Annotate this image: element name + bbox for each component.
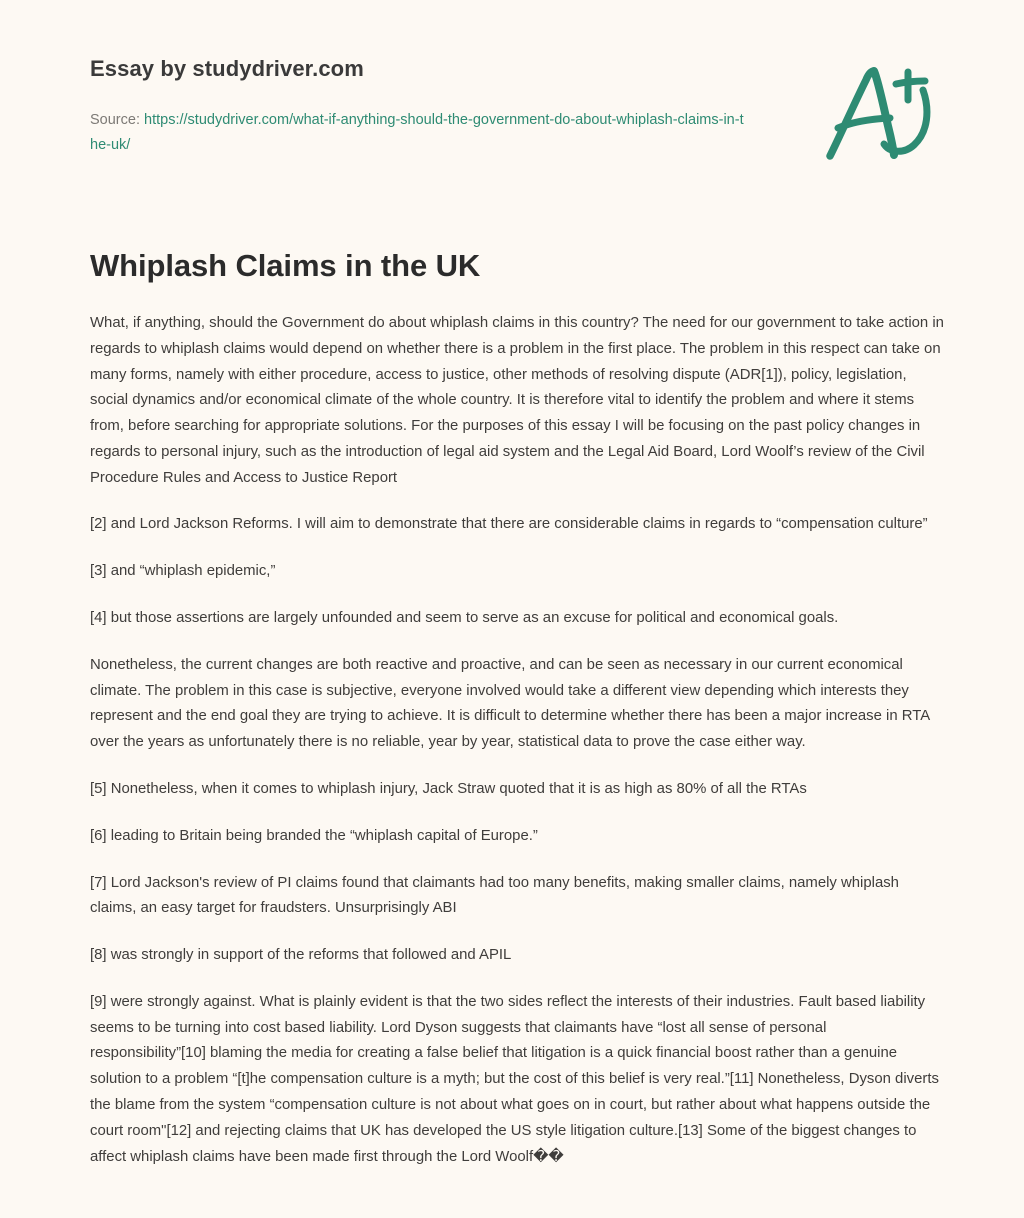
paragraph: [7] Lord Jackson's review of PI claims found that claimants had too many benefits, making smaller claims, namely whiplash claims, an easy target for fraudsters. Unsurprisingly ABI xyxy=(90,874,899,917)
page-title: Whiplash Claims in the UK xyxy=(90,248,481,283)
essay-body xyxy=(0,311,1024,1170)
paragraph: [2] and Lord Jackson Reforms. I will aim to demonstrate that there are considerable claims in regards to “compensation culture” xyxy=(90,516,928,533)
source-label: Source: xyxy=(90,112,140,129)
paragraph: [5] Nonetheless, when it comes to whiplash injury, Jack Straw quoted that it is as high as 80% of all the RTAs xyxy=(90,780,807,797)
paragraph: [8] was strongly in support of the reforms that followed and APIL xyxy=(90,947,512,964)
brand-attribution: Essay by studydriver.com xyxy=(90,56,364,81)
paragraph: [3] and “whiplash epidemic,” xyxy=(90,563,276,580)
source-line xyxy=(90,108,750,158)
paragraph: [6] leading to Britain being branded the “whiplash capital of Europe.” xyxy=(90,827,538,844)
paragraph: Nonetheless, the current changes are both reactive and proactive, and can be seen as necessary in our current economical climate. The problem in this case is subjective, everyone involved would take a different view depending which interests they represent and the end goal they are trying to achieve. It is difficult to determine whether there has been a major increase in RTA over the years as unfortunately there is no reliable, year by year, statistical data to prove the case either way. xyxy=(90,656,930,751)
source-url-link[interactable]: https://studydriver.com/what-if-anything-should-the-government-do-about-whiplash-claims-in-the-uk/ xyxy=(90,112,744,154)
paragraph: What, if anything, should the Government do about whiplash claims in this country? The need for our government to take action in regards to whiplash claims would depend on whether there is a problem in the first place. The problem in this respect can take on many forms, namely with either procedure, access to justice, other methods of resolving dispute (ADR[1]), policy, legislation, social dynamics and/or economical climate of the whole country. It is therefore vital to identify the problem and where it stems from, before searching for appropriate solutions. For the purposes of this essay I will be focusing on the past policy changes in regards to personal injury, such as the introduction of legal aid system and the Legal Aid Board, Lord Woolf’s review of the Civil Procedure Rules and Access to Justice Report xyxy=(90,315,944,486)
paragraph: [9] were strongly against. What is plainly evident is that the two sides reflect the interests of their industries. Fault based liability seems to be turning into cost based liability. Lord Dyson suggests that claimants have “lost all sense of personal responsibility”[10] blaming the media for creating a false belief that litigation is a quick financial boost rather than a genuine solution to a problem “[t]he compensation culture is a myth; but the cost of this belief is very real.”[11] Nonetheless, Dyson diverts the blame from the system “compensation culture is not about what goes on in court, but rather about what happens outside the court room"[12] and rejecting claims that UK has developed the US style litigation culture.[13] Some of the biggest changes to affect whiplash claims have been made first through the Lord Woolf�� xyxy=(90,993,939,1165)
a-plus-logo-icon xyxy=(818,58,938,168)
paragraph: [4] but those assertions are largely unfounded and seem to serve as an excuse for political and economical goals. xyxy=(90,610,839,627)
page-header xyxy=(0,0,1024,158)
